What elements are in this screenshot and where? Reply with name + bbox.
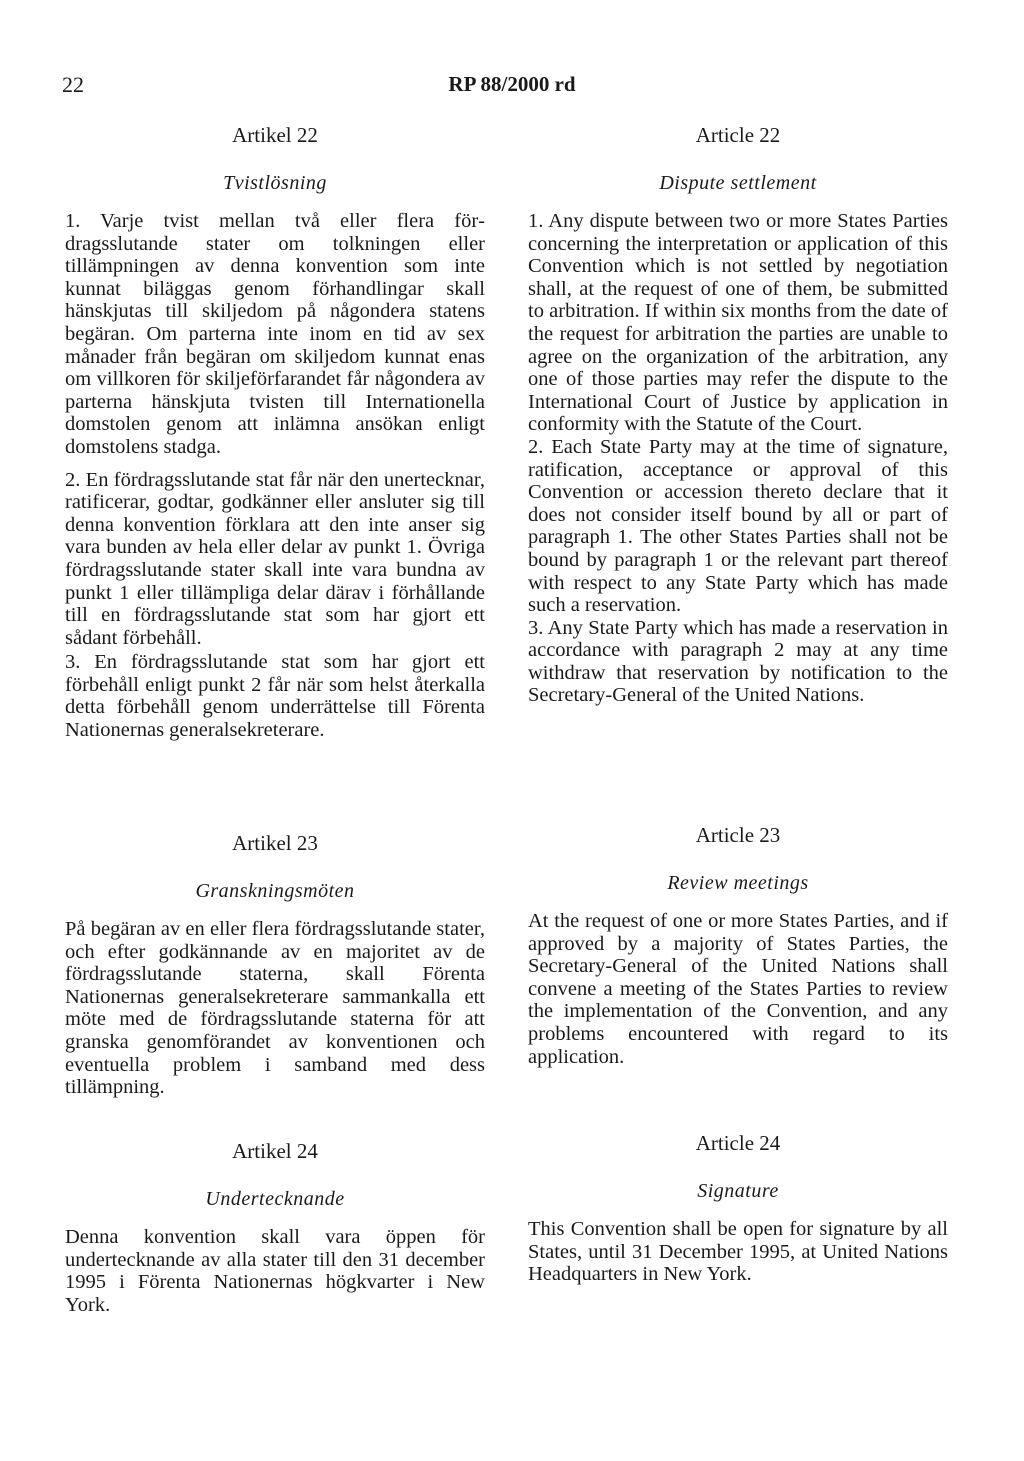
article-22-swedish: [65, 122, 485, 742]
article-subtitle: Tvistlösning: [223, 172, 327, 194]
running-header: RP 88/2000 rd: [448, 72, 576, 96]
article-title: Artikel 23: [232, 831, 318, 855]
paragraph: 2. En fördragsslutande stat får när den unertecknar, ratificerar, godtar, godkänner eller ansluter sig till denna konvention förklara att den inte anser sig vara bunden av hela eller delar av punkt 1. Övriga fördragsslutande stater skall inte vara bundna av punkt 1 eller tillämpliga delar därav i förhållande till en fördragsslutande stat som har gjort ett sådant förbehåll.: [65, 468, 485, 649]
article-body: [528, 210, 948, 707]
paragraph: 3. Any State Party which has made a reservation in accordance with paragraph 2 may at any time withdraw that reservation by notification to the Secretary-General of the United Nations.: [528, 616, 948, 707]
paragraph: 1. Varje tvist mellan två eller flera fördragsslutande stater om tolkningen eller tillämpningen av denna konvention som inte kunnat biläggas genom förhandlingar skall hänskjutas till skiljedom på någondera statens begäran. Om parterna inte inom en tid av sex månader från begäran om skiljedom kunnat enas om villkoren för skiljeförfarandet får någondera av parterna hänskjuta tvisten till Internationella domstolen genom att inlämna ansökan enligt domstolens stadga.: [65, 210, 485, 458]
article-body: [528, 910, 948, 1068]
paragraph: 1. Any dispute between two or more States Parties concerning the interpretation or application of this Convention which is not settled by negotiation shall, at the request of one of them, be submitted to arbitration. If within six months from the date of the request for arbitration the parties are unable to agree on the organization of the arbitration, any one of those parties may refer the dispute to the International Court of Justice by application in conformity with the Statute of the Court.: [528, 210, 948, 436]
article-body: [528, 1218, 948, 1286]
article-title: Article 22: [695, 123, 781, 147]
paragraph: At the request of one or more States Parties, and if approved by a majority of States Parties, the Secretary-General of the United Nations shall convene a meeting of the States Parties to review the implementation of the Convention, and any problems encountered with regard to its application.: [528, 910, 948, 1068]
article-title: Article 24: [695, 1131, 781, 1155]
article-body: [65, 918, 485, 1099]
article-subtitle: Signature: [697, 1180, 779, 1202]
article-subtitle: Review meetings: [667, 872, 809, 894]
article-title: Article 23: [695, 823, 781, 847]
paragraph: This Convention shall be open for signature by all States, until 31 December 1995, at United Nations Headquarters in New York.: [528, 1218, 948, 1286]
paragraph: På begäran av en eller flera fördragsslutande stater, och efter godkännande av en majoritet av de fördragsslutande staterna, skall Förenta Nationernas generalsekreterare sammankalla ett möte med de fördragsslutande staterna för att granska genomförandet av konventionen och eventuella problem i samband med dess tillämpning.: [65, 918, 485, 1099]
article-24-english: [528, 1130, 948, 1286]
article-subtitle: Undertecknande: [205, 1188, 345, 1210]
article-23-english: [528, 822, 948, 1068]
article-22-english: [528, 122, 948, 707]
page-number: 22: [62, 72, 84, 97]
article-title: Artikel 24: [232, 1139, 318, 1163]
article-23-swedish: [65, 830, 485, 1099]
article-subtitle: Dispute settlement: [659, 172, 817, 194]
article-title: Artikel 22: [232, 123, 318, 147]
paragraph: Denna konvention skall vara öppen för undertecknande av alla stater till den 31 december 1995 i Förenta Nationernas högkvarter i New York.: [65, 1226, 485, 1316]
article-subtitle: Granskningsmöten: [195, 880, 355, 902]
article-body: [65, 1226, 485, 1316]
article-body: [65, 210, 485, 742]
paragraph: 2. Each State Party may at the time of signature, ratification, acceptance or approval of this Convention or accession thereto declare that it does not consider itself bound by all or part of paragraph 1. The other States Parties shall not be bound by paragraph 1 or the relevant part thereof with respect to any State Party which has made such a reservation.: [528, 435, 948, 617]
paragraph: 3. En fördragsslutande stat som har gjort ett förbehåll enligt punkt 2 får när som helst återkalla detta förbehåll genom underrättelse till Förenta Nationernas generalsekreterare.: [65, 651, 485, 742]
article-24-swedish: [65, 1138, 485, 1316]
